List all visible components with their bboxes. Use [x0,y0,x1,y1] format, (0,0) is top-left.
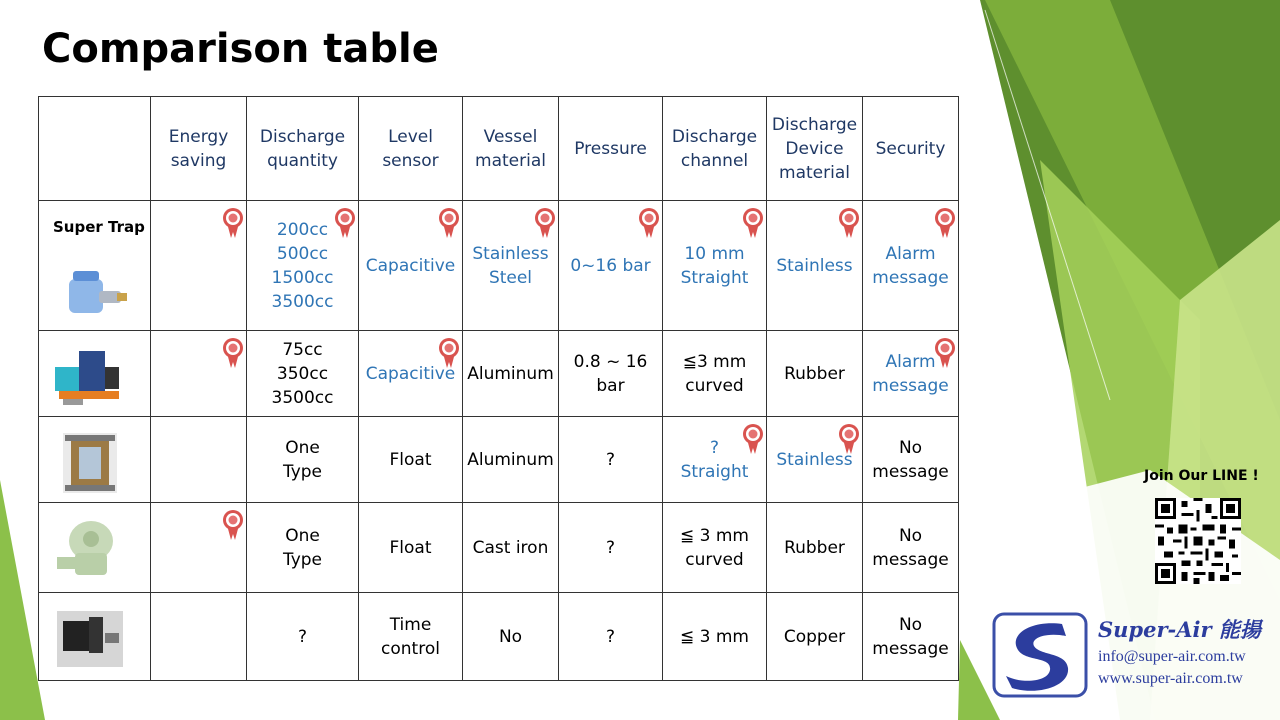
value-cell [247,593,359,681]
header-row [39,97,959,201]
cell-text: 350cc [276,363,329,384]
cell-text: bar [596,375,625,396]
value-cell [151,201,247,331]
product-name: Super Trap [53,218,145,236]
cell-text: No [898,614,923,635]
value-cell [359,503,463,593]
value-cell [863,593,959,681]
value-cell [463,417,559,503]
cell-text: No [898,525,923,546]
cell-text: Stainless [472,243,549,264]
value-cell [767,503,863,593]
value-cell [247,503,359,593]
header-cell [663,97,767,201]
award-ribbon-icon [742,207,764,239]
product-cell [39,331,151,417]
header-cell [863,97,959,201]
cell-text: curved [685,375,744,396]
competitor-a-image [49,341,131,413]
cell-text: One [285,437,320,458]
cell-text: No [498,626,523,647]
comparison-table [38,96,959,681]
value-cell [863,201,959,331]
cell-text: message [872,375,949,396]
header-text: quantity [267,150,338,171]
header-text: Device [785,138,844,159]
value-cell [151,417,247,503]
award-ribbon-icon [742,423,764,455]
award-ribbon-icon [638,207,660,239]
cell-text: Stainless [776,255,853,276]
cell-text: 0~16 bar [570,255,651,276]
value-cell [559,503,663,593]
cell-text: Alarm [885,243,936,264]
header-text: material [475,150,546,171]
cell-text: 3500cc [271,291,334,312]
value-cell [663,201,767,331]
cell-text: Capacitive [365,255,456,276]
award-ribbon-icon [222,207,244,239]
value-cell [151,503,247,593]
cell-text: Steel [488,267,533,288]
cell-text: Rubber [784,363,845,384]
cell-text: ? [605,537,616,558]
value-cell [767,593,863,681]
cell-text: ≦ 3 mm [680,626,749,647]
value-cell [663,417,767,503]
brand-name: Super-Air 能揚 [1098,617,1261,642]
value-cell [559,593,663,681]
header-text: Vessel [483,126,538,147]
value-cell [767,331,863,417]
award-ribbon-icon [534,207,556,239]
cell-text: Alarm [885,351,936,372]
cell-text: Copper [783,626,846,647]
cell-text: ? [605,449,616,470]
product-cell [39,503,151,593]
cell-text: Cast iron [472,537,549,558]
header-text: Discharge [771,114,858,135]
cell-text: Type [282,461,323,482]
cell-text: One [285,525,320,546]
value-cell [767,201,863,331]
header-text: Discharge [671,126,758,147]
award-ribbon-icon [438,337,460,369]
value-cell [359,417,463,503]
contact-email[interactable]: info@super-air.com.tw [1098,648,1246,665]
value-cell [463,331,559,417]
value-cell [247,201,359,331]
table-row [39,593,959,681]
table-row [39,331,959,417]
cell-text: 200cc [276,219,329,240]
value-cell [151,593,247,681]
award-ribbon-icon [838,423,860,455]
value-cell [359,593,463,681]
cell-text: ≦ 3 mm [680,525,749,546]
cell-text: Straight [680,267,749,288]
cell-text: Time [389,614,432,635]
table-row [39,417,959,503]
value-cell [359,331,463,417]
value-cell [247,417,359,503]
value-cell [463,201,559,331]
award-ribbon-icon [934,337,956,369]
cell-text: 0.8 ~ 16 [573,351,648,372]
header-text: Level [388,126,433,147]
cell-text: 500cc [276,243,329,264]
header-cell [247,97,359,201]
contact-website[interactable]: www.super-air.com.tw [1098,670,1243,687]
cell-text: Stainless [776,449,853,470]
competitor-d-image [49,603,131,675]
value-cell [767,417,863,503]
header-cell [39,97,151,201]
header-text: material [779,162,850,183]
cell-text: Rubber [784,537,845,558]
header-cell [559,97,663,201]
cell-text: message [872,638,949,659]
cell-text: control [381,638,440,659]
cell-text: message [872,267,949,288]
qr-code-icon[interactable] [1155,498,1241,584]
cell-text: curved [685,549,744,570]
value-cell [663,331,767,417]
header-text: Energy [168,126,229,147]
value-cell [559,331,663,417]
cell-text: Aluminum [467,449,554,470]
cell-text: 10 mm [684,243,745,264]
competitor-c-image [49,513,131,585]
super-air-s-logo-icon [992,612,1088,698]
cell-text: 3500cc [271,387,334,408]
award-ribbon-icon [934,207,956,239]
value-cell [247,331,359,417]
header-cell [463,97,559,201]
cell-text: Capacitive [365,363,456,384]
header-cell [151,97,247,201]
value-cell [151,331,247,417]
header-text: sensor [382,150,439,171]
cell-text: Float [389,537,432,558]
cell-text: ? [709,437,720,458]
value-cell [359,201,463,331]
cell-text: Aluminum [467,363,554,384]
value-cell [663,593,767,681]
award-ribbon-icon [838,207,860,239]
header-text: Security [875,138,946,159]
value-cell [863,331,959,417]
header-text: saving [170,150,227,171]
cell-text: message [872,549,949,570]
cell-text: Type [282,549,323,570]
header-text: Discharge [259,126,346,147]
award-ribbon-icon [222,337,244,369]
header-cell [359,97,463,201]
cell-text: 1500cc [271,267,334,288]
cell-text: message [872,461,949,482]
cell-text: Float [389,449,432,470]
award-ribbon-icon [222,509,244,541]
join-line-label: Join Our LINE ! [1144,468,1259,484]
table-row [39,201,959,331]
product-cell [39,201,151,331]
value-cell [463,593,559,681]
cell-text: Straight [680,461,749,482]
page-title: Comparison table [42,26,439,72]
product-cell [39,593,151,681]
award-ribbon-icon [438,207,460,239]
header-text: channel [680,150,749,171]
cell-text: ? [297,626,308,647]
value-cell [559,417,663,503]
value-cell [463,503,559,593]
cell-text: No [898,437,923,458]
competitor-b-image [49,427,131,499]
super-trap-product-image [53,245,135,317]
cell-text: ≦3 mm [682,351,747,372]
value-cell [863,417,959,503]
cell-text: ? [605,626,616,647]
value-cell [863,503,959,593]
header-cell [767,97,863,201]
value-cell [663,503,767,593]
cell-text: 75cc [282,339,323,360]
award-ribbon-icon [334,207,356,239]
table-row [39,503,959,593]
product-cell [39,417,151,503]
value-cell [559,201,663,331]
header-text: Pressure [574,138,647,159]
